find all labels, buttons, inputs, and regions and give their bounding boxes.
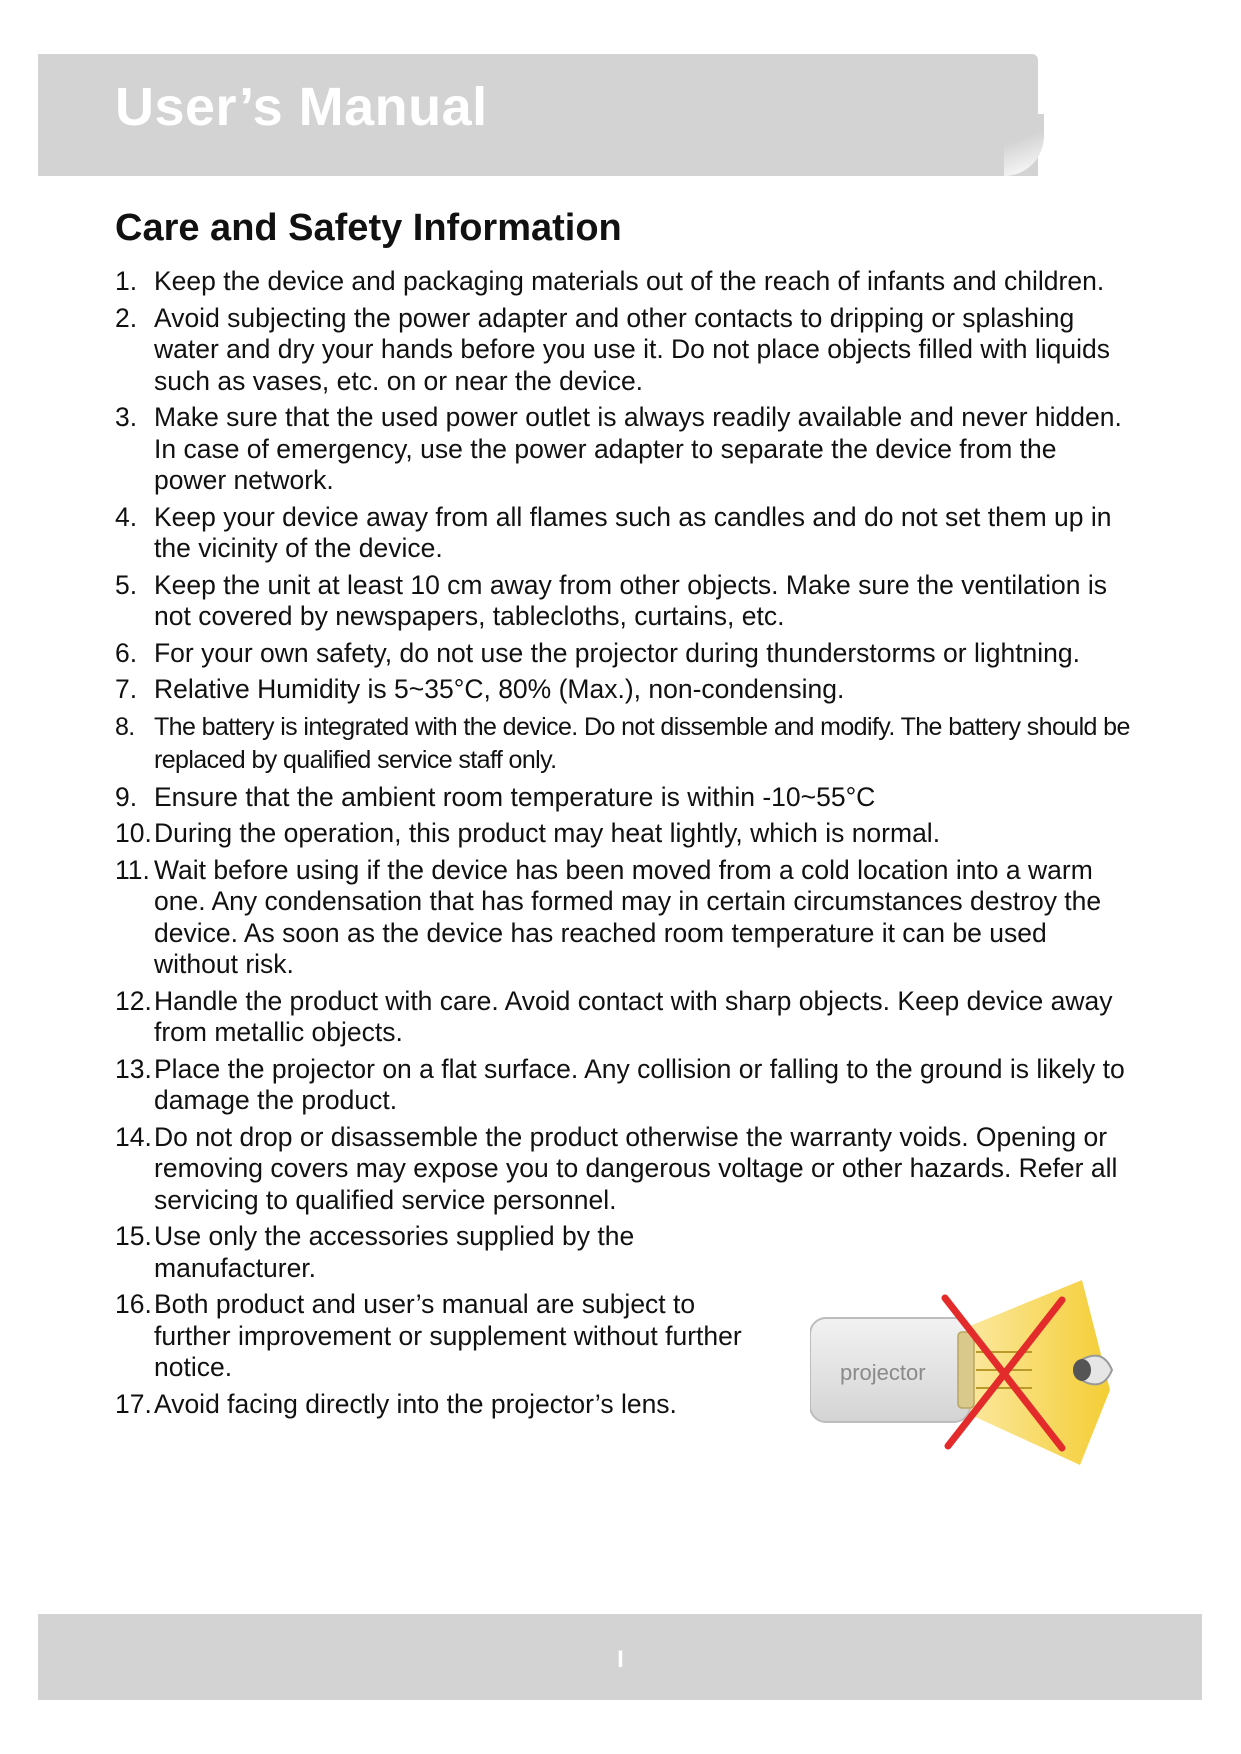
section-title: Care and Safety Information (115, 207, 622, 249)
item-text: Relative Humidity is 5~35°C, 80% (Max.), non-condensing. (154, 674, 845, 704)
item-text: Place the projector on a flat surface. Any collision or falling to the ground is likely to damage the product. (154, 1053, 1125, 1115)
list-item (115, 1122, 1135, 1217)
item-text: Ensure that the ambient room temperature is within -10~55°C (154, 781, 876, 812)
item-text: Both product and user’s manual are subject to further improvement or supplement without further notice. (154, 1289, 742, 1382)
manual-title: User’s Manual (115, 77, 488, 137)
list-item (115, 1054, 1135, 1117)
item-text: Avoid facing directly into the projector’s lens. (154, 1388, 677, 1419)
item-number: 16. (115, 1289, 152, 1319)
item-text: During the operation, this product may heat lightly, which is normal. (154, 818, 941, 848)
list-item (115, 711, 1135, 777)
item-text: Keep the unit at least 10 cm away from other objects. Make sure the ventilation is not covered by newspapers, tablecloths, curtains, etc. (154, 569, 1108, 631)
item-number: 2. (115, 302, 138, 333)
item-number: 17. (115, 1388, 152, 1419)
item-text: For your own safety, do not use the projector during thunderstorms or lightning. (154, 637, 1081, 668)
item-number: 7. (115, 674, 138, 704)
item-number: 6. (115, 637, 138, 668)
item-number: 1. (115, 266, 138, 296)
item-number: 8. (115, 712, 135, 741)
list-item (115, 402, 1135, 497)
list-item (115, 570, 1135, 633)
eye-pupil (1073, 1359, 1091, 1381)
list-item (115, 303, 1135, 398)
item-number: 13. (115, 1053, 152, 1084)
item-text: Do not drop or disassemble the product otherwise the warranty voids. Opening or removing covers may expose you to dangerous voltage or other hazards. Refer all servicing to qualified service personnel. (154, 1121, 1118, 1215)
item-text: Wait before using if the device has been moved from a cold location into a warm one. Any condensation that has formed may in certain circumstances destroy the device. As soon as the device has reached room temperature it can be used without risk. (154, 854, 1102, 979)
item-number: 5. (115, 569, 138, 600)
item-text: Use only the accessories supplied by the manufacturer. (154, 1221, 635, 1283)
item-text: Keep the device and packaging materials out of the reach of infants and children. (154, 266, 1105, 296)
projector-warning-illustration (810, 1270, 1130, 1470)
list-item (115, 674, 1135, 706)
item-number: 3. (115, 402, 138, 432)
item-number: 10. (115, 818, 152, 848)
item-number: 9. (115, 781, 138, 812)
item-number: 11. (115, 854, 150, 885)
item-text: Handle the product with care. Avoid contact with sharp objects. Keep device away from metallic objects. (154, 985, 1113, 1047)
list-item (115, 502, 1135, 565)
list-item (115, 266, 1135, 298)
item-text: The battery is integrated with the device. Do not dissemble and modify. The battery should be replaced by qualified service staff only. (154, 712, 1130, 774)
projector-label: projector (840, 1360, 926, 1385)
list-item (115, 638, 1135, 670)
item-number: 15. (115, 1221, 152, 1251)
item-text: Avoid subjecting the power adapter and other contacts to dripping or splashing water and dry your hands before you use it. Do not place objects filled with liquids such as vases, etc. on or near the device. (154, 302, 1111, 396)
item-number: 14. (115, 1121, 152, 1152)
list-item (115, 986, 1135, 1049)
item-text: Keep your device away from all flames such as candles and do not set them up in the vicinity of the device. (154, 501, 1112, 563)
list-item (115, 855, 1135, 981)
list-item (115, 782, 1135, 814)
page-number: I (617, 1646, 624, 1673)
projector-lens (958, 1332, 974, 1408)
safety-list (115, 266, 1135, 1425)
list-item (115, 818, 1135, 850)
item-number: 12. (115, 985, 152, 1016)
item-number: 4. (115, 501, 138, 532)
item-text: Make sure that the used power outlet is always readily available and never hidden. In case of emergency, use the power adapter to separate the device from the power network. (154, 402, 1122, 495)
